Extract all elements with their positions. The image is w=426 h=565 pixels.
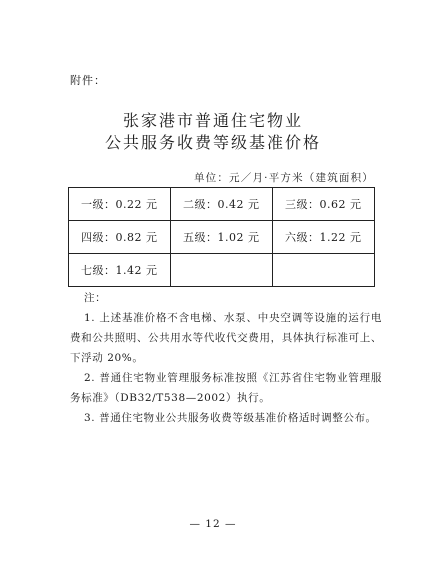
notes-heading: 注： (84, 292, 107, 304)
table-cell: 四级：0.82 元 (69, 221, 171, 254)
title-line-2: 公共服务收费等级基准价格 (104, 133, 321, 152)
page-number: — 12 — (189, 518, 237, 530)
table-cell (273, 254, 375, 287)
table-cell: 七级：1.42 元 (69, 254, 171, 287)
table-cell: 五级：1.02 元 (171, 221, 273, 254)
table-cell (171, 254, 273, 287)
table-row (69, 221, 375, 254)
note-item: 2. 普通住宅物业管理服务标准按照《江苏省住宅物业管理服务标准》（DB32/T538—2002）执行。 (70, 372, 382, 404)
price-table (68, 187, 375, 287)
note-item: 3. 普通住宅物业公共服务收费等级基准价格适时调整公布。 (84, 412, 377, 424)
title-line-1: 张家港市普通住宅物业 (122, 111, 303, 130)
table-row (69, 188, 375, 221)
table-cell: 一级：0.22 元 (69, 188, 171, 221)
unit-label: 单位：元／月·平方米（建筑面积） (193, 172, 374, 184)
notes-section (70, 288, 382, 428)
attachment-label: 附件： (70, 74, 106, 87)
note-item: 1. 上述基准价格不含电梯、水泵、中央空调等设施的运行电费和公共照明、公共用水等代收代交费用，具体执行标准可上、下浮动 20%。 (70, 312, 382, 364)
table-cell: 六级：1.22 元 (273, 221, 375, 254)
table-cell: 三级：0.62 元 (273, 188, 375, 221)
table-cell: 二级：0.42 元 (171, 188, 273, 221)
table-row (69, 254, 375, 287)
